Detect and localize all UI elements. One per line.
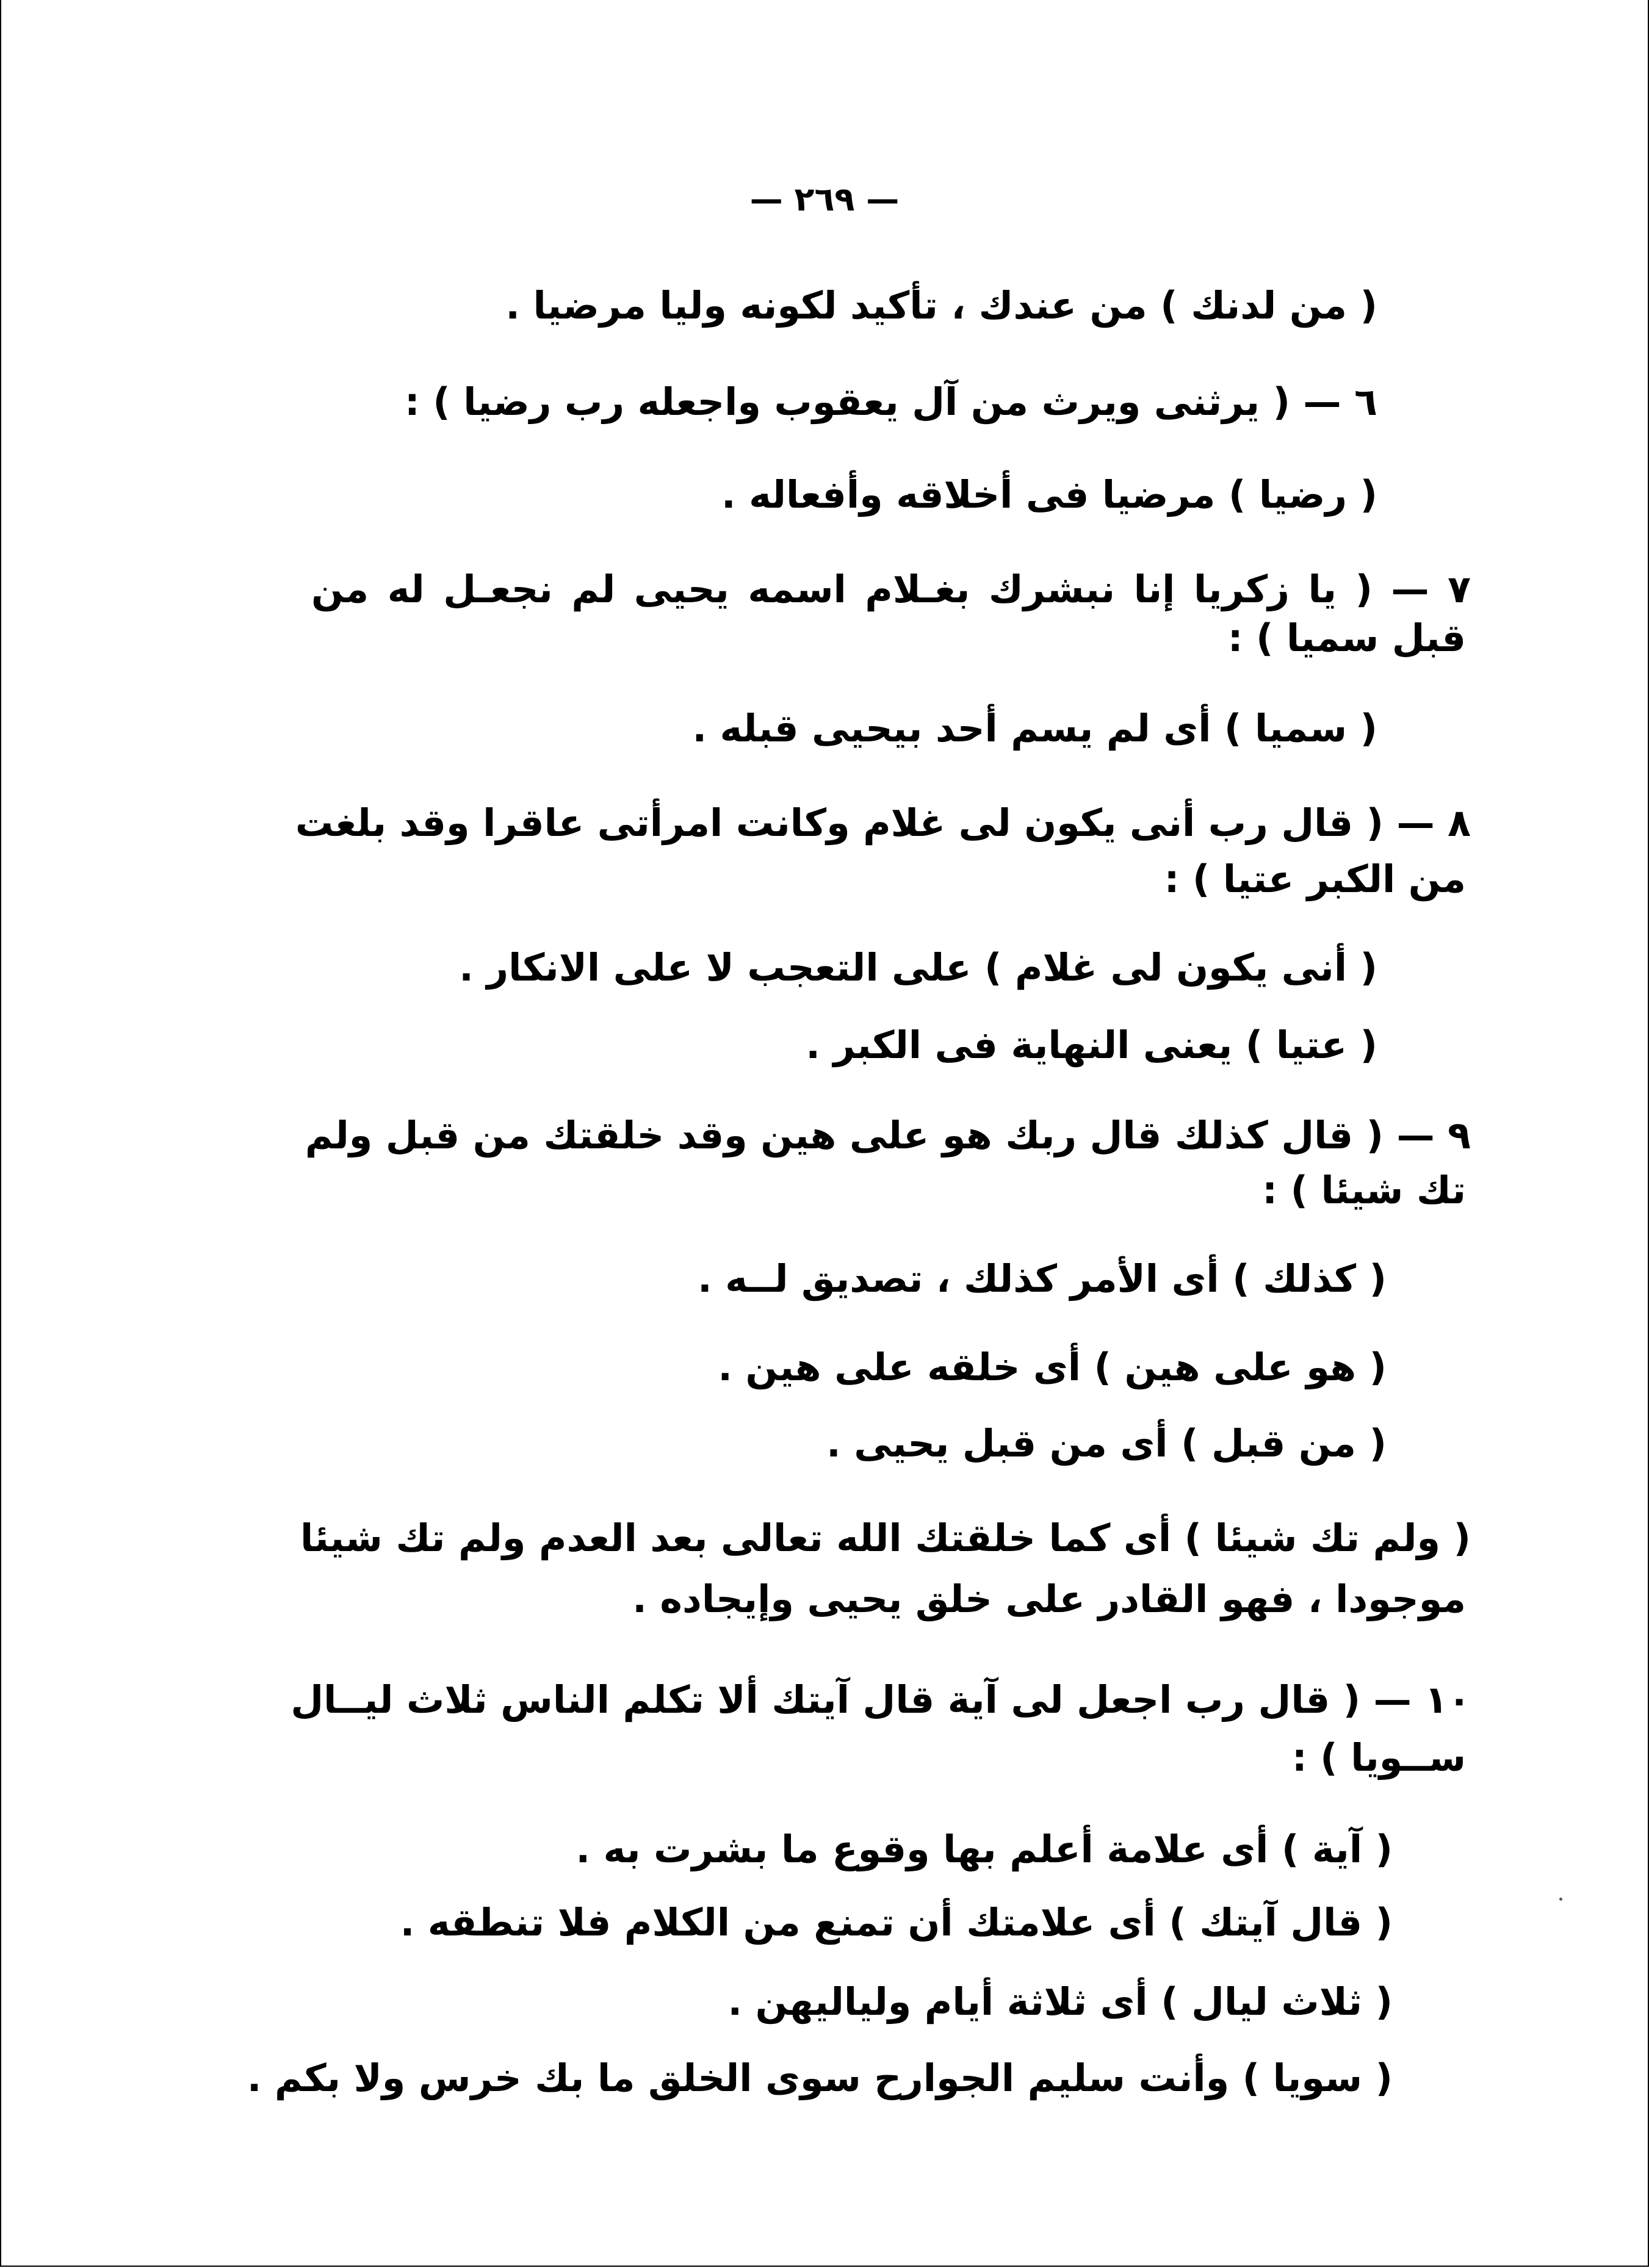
text-line: ( ولم تك شيئا ) أى كما خلقتك الله تعالى بعد العدم ولم تك شيئا bbox=[300, 1516, 1471, 1560]
text-line: ٦ — ( يرثنى ويرث من آل يعقوب واجعله رب رضيا ) : bbox=[404, 380, 1377, 424]
text-line: ( هو على هين ) أى خلقه على هين . bbox=[718, 1345, 1387, 1389]
text-line: ( من لدنك ) من عندك ، تأكيد لكونه وليا مرضيا . bbox=[505, 283, 1377, 328]
text-line: ســويا ) : bbox=[1291, 1735, 1466, 1780]
text-line: تك شيئا ) : bbox=[1262, 1168, 1466, 1212]
text-line: ( سميا ) أى لم يسم أحد بيحيى قبله . bbox=[692, 706, 1377, 751]
text-line: ٩ — ( قال كذلك قال ربك هو على هين وقد خلقتك من قبل ولم bbox=[305, 1113, 1471, 1157]
text-line: من الكبر عتيا ) : bbox=[1164, 857, 1466, 901]
page-number: — ٢٦٩ — bbox=[749, 180, 900, 218]
text-line: ( آية ) أى علامة أعلم بها وقوع ما بشرت به . bbox=[576, 1827, 1393, 1871]
text-line: ١٠ — ( قال رب اجعل لى آية قال آيتك ألا تكلم الناس ثلاث ليــال bbox=[290, 1677, 1471, 1722]
text-line: ( ثلاث ليال ) أى ثلاثة أيام ولياليهن . bbox=[727, 1979, 1393, 2024]
text-line: ٧ — ( يا زكريا إنا نبشرك بغـلام اسمه يحيى لم نجعـل له من bbox=[311, 567, 1471, 611]
text-line: ( رضيا ) مرضيا فى أخلاقه وأفعاله . bbox=[721, 472, 1377, 517]
text-line: ( كذلك ) أى الأمر كذلك ، تصديق لــه . bbox=[698, 1256, 1387, 1301]
text-line: ( سويا ) وأنت سليم الجوارح سوى الخلق ما بك خرس ولا بكم . bbox=[247, 2056, 1393, 2100]
text-line: ( من قبل ) أى من قبل يحيى . bbox=[826, 1421, 1387, 1466]
scan-speck bbox=[1559, 1898, 1562, 1901]
text-line: ( أنى يكون لى غلام ) على التعجب لا على الانكار . bbox=[459, 945, 1377, 990]
text-line: ( عتيا ) يعنى النهاية فى الكبر . bbox=[806, 1023, 1377, 1067]
text-line: ( قال آيتك ) أى علامتك أن تمنع من الكلام فلا تنطقه . bbox=[400, 1900, 1393, 1945]
text-line: ٨ — ( قال رب أنى يكون لى غلام وكانت امرأتى عاقرا وقد بلغت bbox=[295, 801, 1471, 845]
text-line: قبل سميا ) : bbox=[1227, 616, 1466, 660]
text-line: موجودا ، فهو القادر على خلق يحيى وإيجاده . bbox=[632, 1577, 1466, 1621]
